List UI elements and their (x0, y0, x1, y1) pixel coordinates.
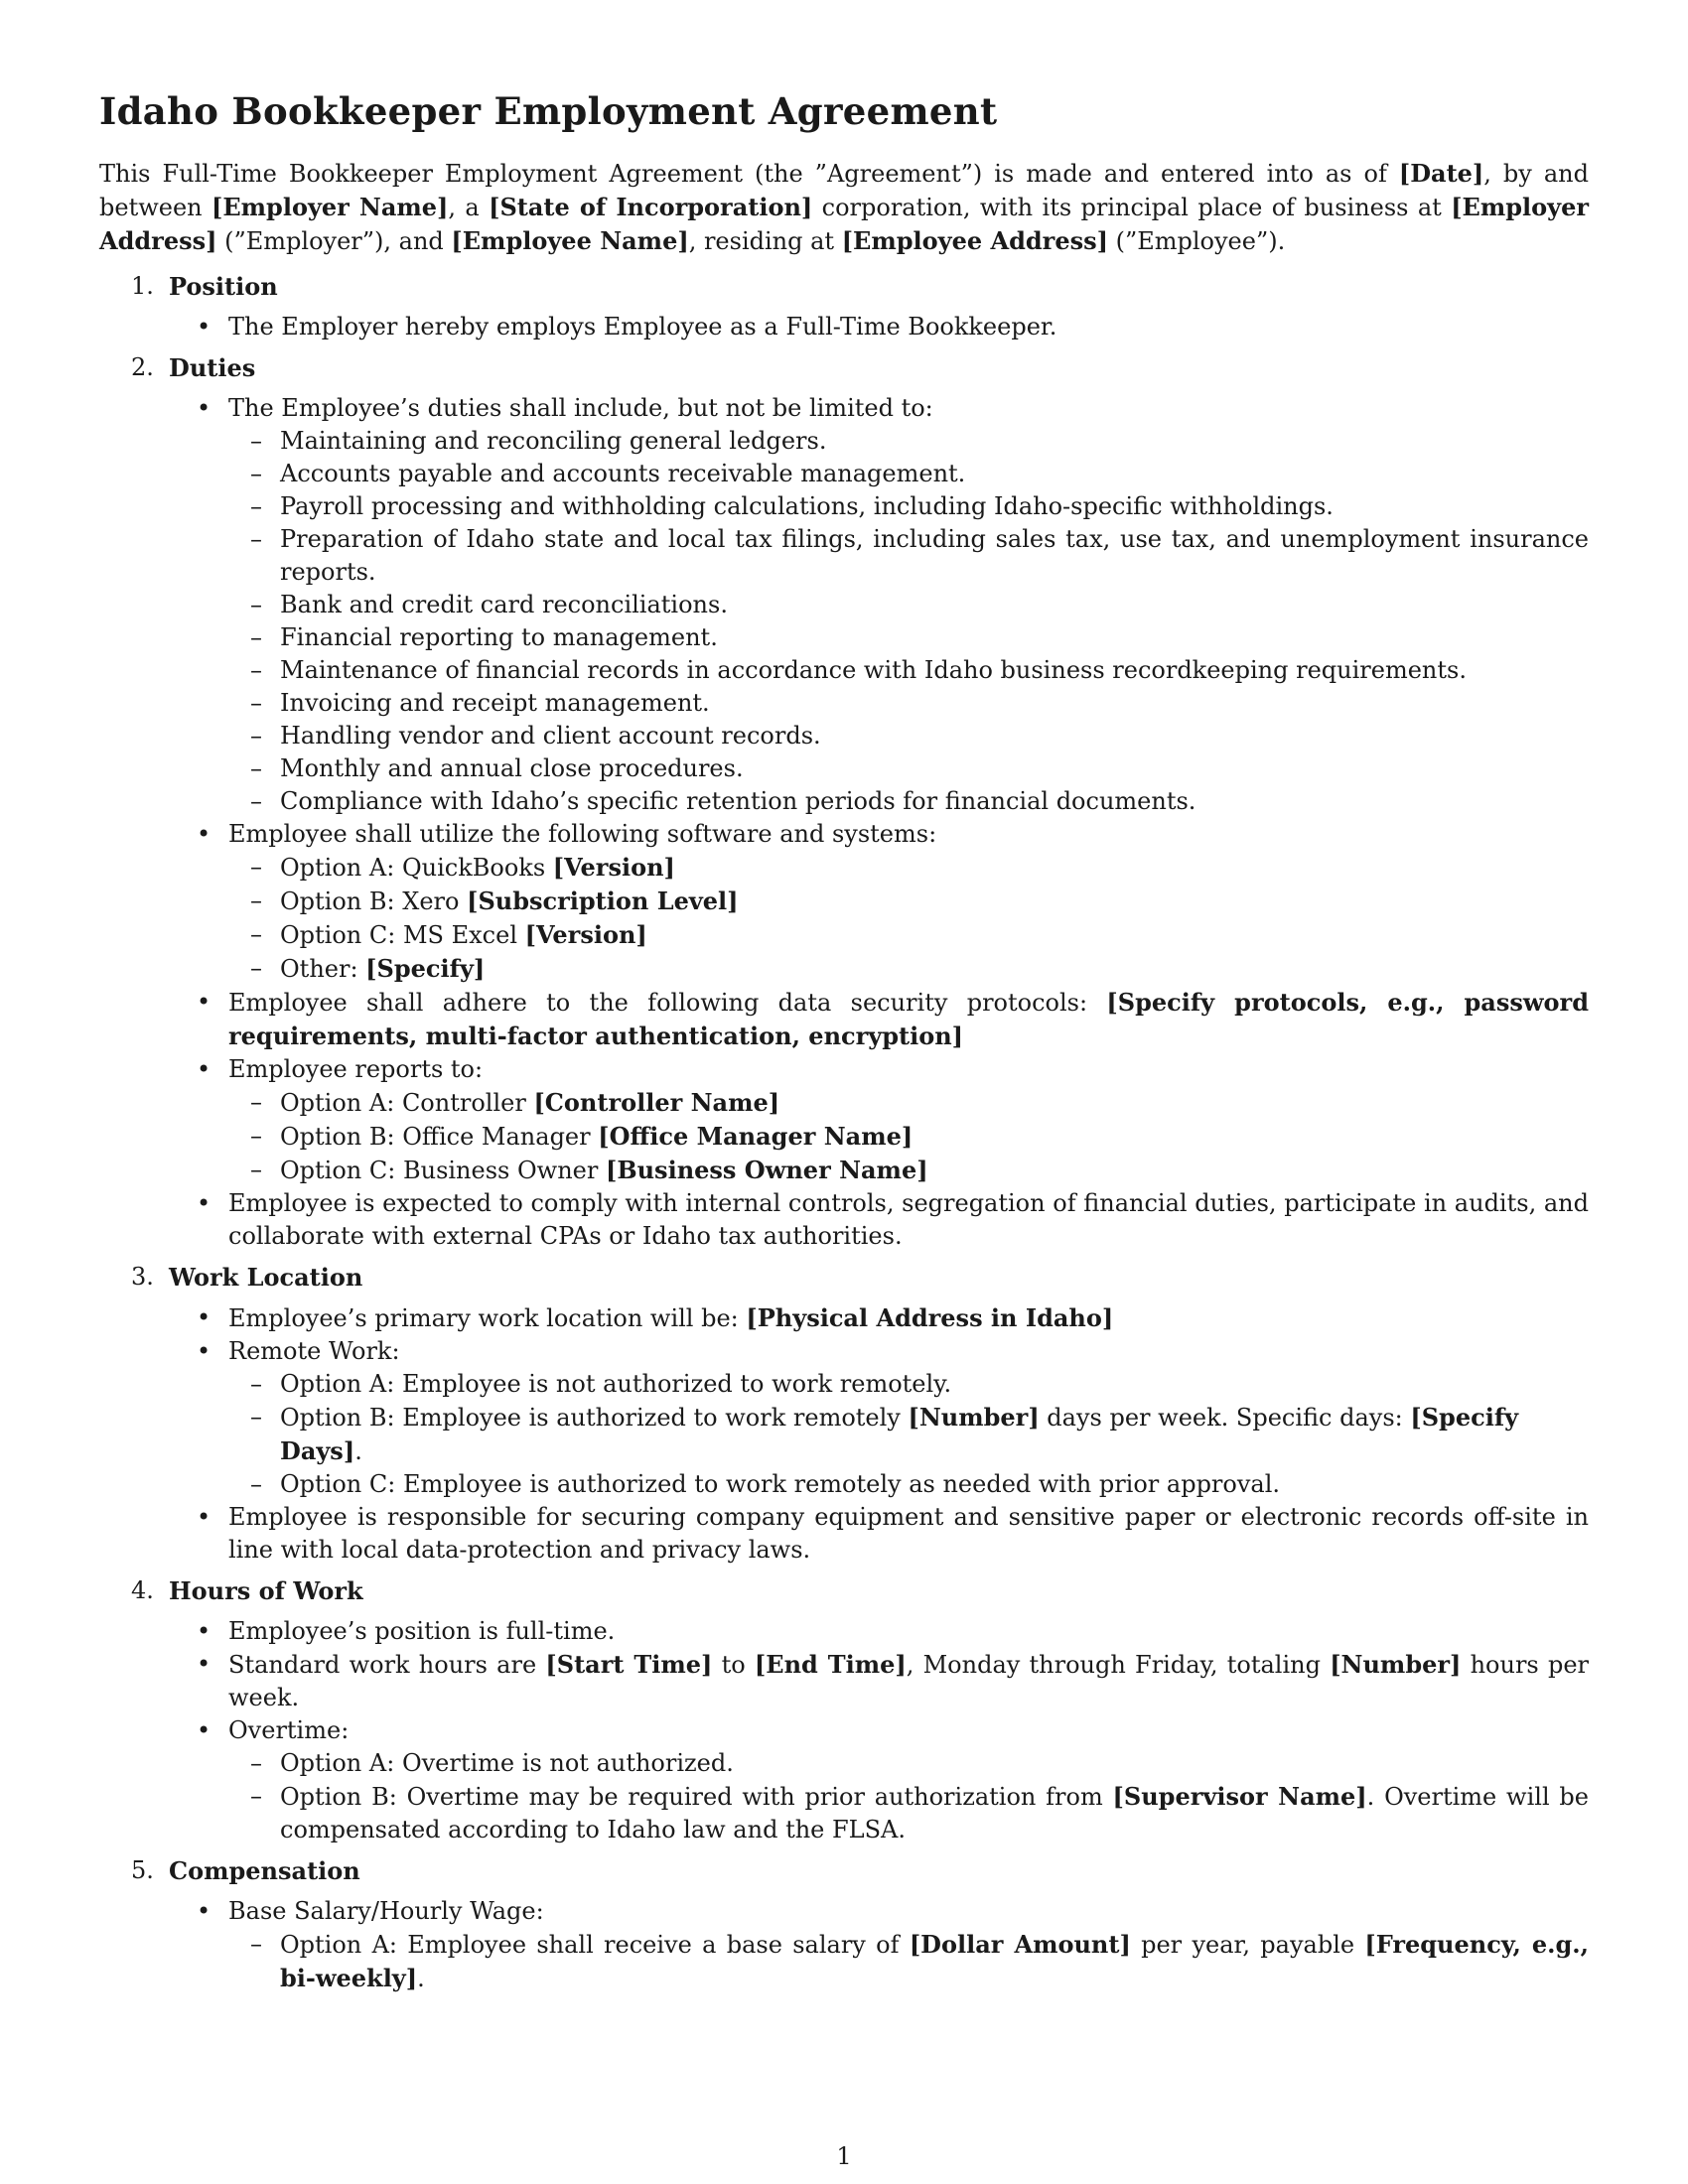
section-number: 4. (131, 1576, 154, 1604)
option-text: Option A: QuickBooks (280, 854, 553, 882)
bullet-list (99, 1895, 1589, 1995)
section-title: Work Location (169, 1263, 363, 1292)
bullet-list (99, 1615, 1589, 1846)
bullet-text: Base Salary/Hourly Wage: (228, 1897, 544, 1925)
section-number: 2. (131, 353, 154, 381)
option-text: Option B: Employee is authorized to work remotely (280, 1404, 909, 1432)
bullet-item (99, 818, 1589, 986)
section-heading (99, 351, 1589, 384)
version-field: [Version] (552, 853, 675, 882)
option-text: Option B: Office Manager (280, 1123, 599, 1151)
dash-icon: – (250, 427, 262, 455)
section-title: Compensation (169, 1856, 360, 1885)
section-compensation (99, 1854, 1589, 1995)
option-text: . (354, 1437, 362, 1465)
dash-icon: – (250, 853, 262, 881)
date-field: [Date] (1398, 159, 1484, 188)
physical-address-field: [Physical Address in Idaho] (746, 1303, 1114, 1332)
software-option (228, 952, 1589, 986)
section-title: Position (169, 272, 278, 301)
dash-icon: – (250, 591, 262, 618)
bullet-item (99, 1187, 1589, 1253)
option-text: Option A: Employee is not authorized to work remotely. (280, 1370, 952, 1398)
section-number: 5. (131, 1856, 154, 1884)
salary-option (228, 1928, 1589, 1995)
dash-icon: – (250, 1470, 262, 1498)
duty-text: Payroll processing and withholding calculations, including Idaho-specific withholdings. (280, 492, 1334, 520)
bullet-text: The Employer hereby employs Employee as a Full-Time Bookkeeper. (228, 313, 1057, 341)
employee-name-field: [Employee Name] (451, 226, 689, 255)
option-text: Option C: Business Owner (280, 1157, 606, 1184)
dash-icon: – (250, 492, 262, 520)
bullet-text: to (712, 1651, 755, 1679)
option-text: . Overtime will be compensated according to Idaho law and the FLSA. (280, 1783, 1589, 1843)
dash-icon: – (250, 1088, 262, 1116)
bullet-item (99, 1648, 1589, 1714)
option-text: Option A: Employee shall receive a base salary of (280, 1931, 910, 1959)
section-heading (99, 270, 1589, 303)
bullet-text: Employee is expected to comply with internal controls, segregation of financial duties, participate in audits, and collaborate with external CPAs or Idaho tax authorities. (228, 1189, 1589, 1250)
number-field: [Number] (908, 1403, 1040, 1432)
bullet-icon: • (197, 1055, 211, 1083)
intro-text: (”Employer”), and (216, 227, 452, 255)
bullet-item (99, 986, 1589, 1053)
bullet-icon: • (197, 1716, 211, 1744)
subscription-field: [Subscription Level] (467, 887, 739, 915)
dash-icon: – (250, 1403, 262, 1431)
section-position (99, 270, 1589, 343)
bullet-item (99, 1335, 1589, 1501)
specify-days-field: [Specify Days] (280, 1403, 1519, 1465)
state-field: [State of Incorporation] (489, 193, 813, 221)
remote-option (228, 1368, 1589, 1401)
software-list (228, 851, 1589, 986)
remote-option (228, 1468, 1589, 1501)
dash-icon: – (250, 754, 262, 782)
end-time-field: [End Time] (754, 1650, 907, 1679)
duty-item (228, 785, 1589, 818)
section-heading (99, 1574, 1589, 1607)
overtime-option (228, 1747, 1589, 1780)
duty-text: Handling vendor and client account records. (280, 722, 821, 750)
bullet-item (99, 1301, 1589, 1335)
document-page (99, 87, 1589, 2003)
bullet-text: Remote Work: (228, 1337, 400, 1365)
sections-list (99, 270, 1589, 1995)
duty-item (228, 654, 1589, 687)
section-hours-of-work (99, 1574, 1589, 1846)
duty-item (228, 687, 1589, 720)
section-title: Duties (169, 353, 256, 382)
option-text: Option B: Overtime may be required with prior authorization from (280, 1783, 1113, 1811)
section-heading (99, 1854, 1589, 1887)
reports-option (228, 1086, 1589, 1120)
dash-icon: – (250, 1156, 262, 1183)
page-number: 1 (836, 2142, 852, 2170)
bullet-text: hours per week. (228, 1651, 1590, 1711)
bullet-text: Employee is responsible for securing company equipment and sensitive paper or electronic records off-site in line with local data-protection and privacy laws. (228, 1503, 1589, 1564)
option-text: per year, payable (1130, 1931, 1365, 1959)
dash-icon: – (250, 1782, 262, 1810)
bullet-item (99, 311, 1589, 343)
employer-address-field: [Employer Address] (99, 193, 1590, 255)
bullet-icon: • (197, 988, 211, 1016)
intro-text: This Full-Time Bookkeeper Employment Agreement (the ”Agreement”) is made and entered into as of (99, 160, 1399, 188)
supervisor-name-field: [Supervisor Name] (1112, 1782, 1367, 1811)
dash-icon: – (250, 887, 262, 914)
dash-icon: – (250, 1749, 262, 1777)
reports-to-list (228, 1086, 1589, 1187)
reports-option (228, 1154, 1589, 1187)
bullet-icon: • (197, 394, 211, 422)
option-text: Other: (280, 955, 366, 983)
dollar-amount-field: [Dollar Amount] (909, 1930, 1131, 1959)
bullet-text: Employee reports to: (228, 1055, 484, 1083)
bullet-text: Overtime: (228, 1716, 350, 1744)
bullet-icon: • (197, 313, 211, 341)
overtime-options-list (228, 1747, 1589, 1846)
dash-icon: – (250, 460, 262, 487)
document-title: Idaho Bookkeeper Employment Agreement (99, 89, 998, 133)
section-number: 3. (131, 1263, 154, 1291)
option-text: Option C: MS Excel (280, 921, 525, 949)
duty-item (228, 589, 1589, 621)
version-field: [Version] (524, 920, 647, 949)
option-text: Option A: Overtime is not authorized. (280, 1749, 734, 1777)
section-number: 1. (131, 272, 154, 300)
frequency-field: [Frequency, e.g., bi-weekly] (280, 1930, 1589, 1992)
dash-icon: – (250, 689, 262, 717)
bullet-icon: • (197, 1650, 211, 1678)
dash-icon: – (250, 954, 262, 982)
dash-icon: – (250, 920, 262, 948)
intro-text: (”Employee”). (1107, 227, 1286, 255)
intro-text: , residing at (688, 227, 842, 255)
option-text: days per week. Specific days: (1039, 1404, 1411, 1432)
intro-text: corporation, with its principal place of business at (812, 194, 1452, 221)
dash-icon: – (250, 1370, 262, 1398)
business-owner-name-field: [Business Owner Name] (605, 1156, 928, 1184)
duty-item (228, 490, 1589, 523)
section-heading (99, 1261, 1589, 1294)
bullet-item (99, 1895, 1589, 1995)
option-text: Option A: Controller (280, 1089, 534, 1117)
start-time-field: [Start Time] (545, 1650, 713, 1679)
office-manager-name-field: [Office Manager Name] (598, 1122, 914, 1151)
bullet-list (99, 311, 1589, 343)
bullet-item (99, 1714, 1589, 1846)
number-field: [Number] (1330, 1650, 1462, 1679)
dash-icon: – (250, 525, 262, 553)
duty-text: Preparation of Idaho state and local tax filings, including sales tax, use tax, and unemployment insurance reports. (280, 525, 1589, 586)
dash-icon: – (250, 623, 262, 651)
overtime-option (228, 1780, 1589, 1846)
bullet-icon: • (197, 1503, 211, 1531)
bullet-icon: • (197, 820, 211, 848)
duties-list (228, 425, 1589, 818)
software-option (228, 918, 1589, 952)
duty-text: Maintaining and reconciling general ledgers. (280, 427, 827, 455)
duty-text: Maintenance of financial records in accordance with Idaho business recordkeeping requirements. (280, 656, 1467, 684)
remote-option (228, 1401, 1589, 1468)
section-duties (99, 351, 1589, 1253)
option-text: Option B: Xero (280, 887, 468, 915)
bullet-text: , Monday through Friday, totaling (906, 1651, 1331, 1679)
protocols-field: [Specify protocols, e.g., password requirements, multi-factor authentication, encryption] (228, 988, 1589, 1050)
intro-text: , by and between (99, 160, 1589, 221)
duty-item (228, 523, 1589, 589)
dash-icon: – (250, 656, 262, 684)
specify-field: [Specify] (365, 954, 486, 983)
option-text: . (417, 1965, 425, 1992)
employee-address-field: [Employee Address] (841, 226, 1108, 255)
reports-option (228, 1120, 1589, 1154)
dash-icon: – (250, 1930, 262, 1958)
bullet-text: Employee shall adhere to the following data security protocols: (228, 989, 1107, 1017)
duty-text: Bank and credit card reconciliations. (280, 591, 728, 618)
dash-icon: – (250, 722, 262, 750)
employer-name-field: [Employer Name] (211, 193, 449, 221)
dash-icon: – (250, 1122, 262, 1150)
duty-item (228, 720, 1589, 752)
duty-text: Invoicing and receipt management. (280, 689, 710, 717)
bullet-item (99, 1053, 1589, 1187)
duty-text: Accounts payable and accounts receivable management. (280, 460, 966, 487)
bullet-list (99, 392, 1589, 1253)
bullet-icon: • (197, 1337, 211, 1365)
bullet-icon: • (197, 1617, 211, 1645)
dash-icon: – (250, 787, 262, 815)
bullet-item (99, 1501, 1589, 1567)
bullet-text: The Employee’s duties shall include, but not be limited to: (228, 394, 933, 422)
section-work-location (99, 1261, 1589, 1567)
option-text: Option C: Employee is authorized to work remotely as needed with prior approval. (280, 1470, 1281, 1498)
bullet-icon: • (197, 1303, 211, 1331)
duty-item (228, 621, 1589, 654)
bullet-list (99, 1301, 1589, 1567)
bullet-item (99, 392, 1589, 818)
duty-text: Financial reporting to management. (280, 623, 718, 651)
software-option (228, 885, 1589, 918)
software-option (228, 851, 1589, 885)
intro-paragraph (99, 157, 1589, 258)
duty-text: Compliance with Idaho’s specific retention periods for financial documents. (280, 787, 1196, 815)
bullet-text: Employee’s primary work location will be: (228, 1304, 747, 1332)
duty-item (228, 425, 1589, 458)
bullet-text: Standard work hours are (228, 1651, 546, 1679)
bullet-text: Employee shall utilize the following software and systems: (228, 820, 937, 848)
bullet-icon: • (197, 1189, 211, 1217)
bullet-item (99, 1615, 1589, 1648)
intro-text: , a (448, 194, 490, 221)
controller-name-field: [Controller Name] (533, 1088, 780, 1117)
remote-options-list (228, 1368, 1589, 1501)
bullet-text: Employee’s position is full-time. (228, 1617, 616, 1645)
duty-item (228, 752, 1589, 785)
salary-options-list (228, 1928, 1589, 1995)
duty-item (228, 458, 1589, 490)
bullet-icon: • (197, 1897, 211, 1925)
duty-text: Monthly and annual close procedures. (280, 754, 744, 782)
section-title: Hours of Work (169, 1576, 363, 1605)
